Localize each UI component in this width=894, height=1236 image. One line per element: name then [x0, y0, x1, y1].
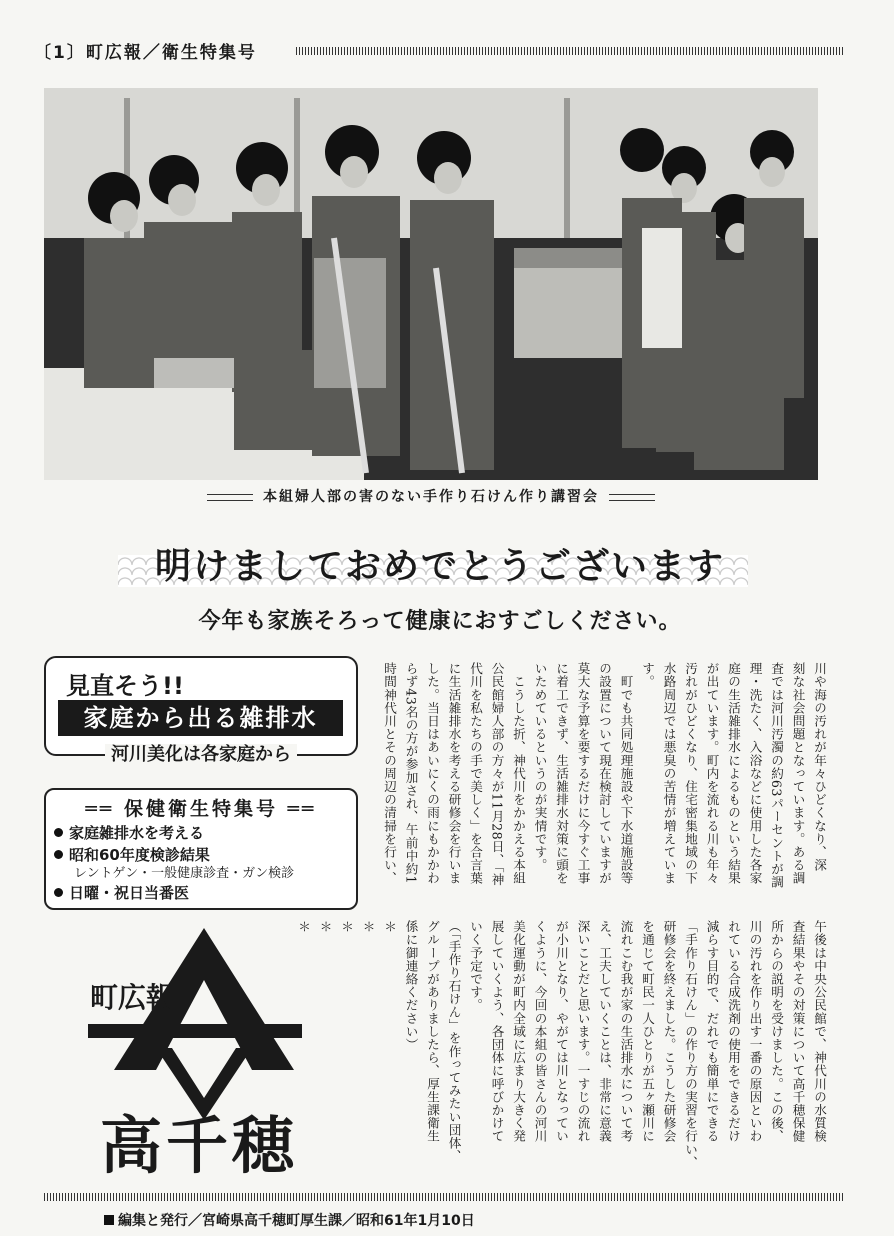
new-year-subheadline: 今年も家族そろって健康におすごしください。	[198, 609, 682, 634]
caption-text: 本組婦人部の害のない手作り石けん作り講習会	[263, 489, 599, 505]
campaign-title: 家庭から出る雑排水	[58, 700, 343, 736]
logo-name: 町広報	[90, 981, 175, 1014]
square-bullet-icon	[104, 1215, 114, 1225]
special-issue-contents-box	[44, 788, 358, 910]
campaign-slogan-row	[44, 740, 358, 766]
bullet-icon	[54, 850, 63, 859]
photo-caption	[44, 486, 818, 506]
contents-item: 昭和60年度検診結果	[54, 844, 210, 865]
bullet-icon	[54, 828, 63, 837]
contents-item-detail: レントゲン・一般健康診査・ガン検診	[74, 866, 295, 881]
campaign-slogan: 河川美化は各家庭から	[105, 744, 297, 765]
footer-text: 編集と発行／宮崎県高千穂町厚生課／昭和61年1月10日	[118, 1213, 475, 1229]
article-lower: 午後は中央公民館で、神代川の水質検 査結果やその対策について高千穂保健 所からの説明を受けました。この後、 川の汚れを作り出す一番の原因といわ れている合成洗剤の使用をできるだけ 減らす目的で、だれでも簡単にできる 「手作り石けん」の作り方の実習を行い、 研修会を終えました。こうした研修会 を通じて町民一人ひとりが五ヶ瀬川に 流れこむ我が家の生活排水について考 え、工夫していくことは、非常に意義 深いことだと思います。一すじの流れ が小川となり、やがては川となってい くように、今回の本組の皆さんの河川 美化運動が町内全域に広まり大きく発 展していくよう、各団体に呼びかけて いく予定です。 （「手作り石けん」を作ってみたい団体、 グループがありましたら、厚生課衛生 係に御連絡ください） ＊ ＊ ＊ ＊ ＊	[296, 920, 827, 1169]
page-header	[34, 38, 844, 64]
workshop-photo	[44, 88, 818, 480]
caption-rule-right	[609, 494, 655, 501]
header-title: 〔1〕町広報／衛生特集号	[34, 43, 257, 63]
campaign-lead: 見直そう!!	[66, 672, 184, 700]
bullet-icon	[54, 888, 63, 897]
header-rule	[296, 47, 844, 55]
town-newsletter-logo	[86, 920, 306, 1190]
footer-rule	[44, 1193, 844, 1201]
new-year-headline: 明けましておめでとうございます	[154, 546, 725, 587]
contents-item: 日曜・祝日当番医	[54, 882, 189, 903]
logo-city: 高千穂	[100, 1109, 299, 1182]
contents-title-text: 保健衛生特集号	[123, 798, 278, 820]
contents-title: ══ 保健衛生特集号 ══	[85, 798, 317, 820]
contents-item: 家庭雑排水を考える	[54, 822, 204, 843]
caption-rule-left	[207, 494, 253, 501]
article-upper: 川や海の汚れが年々ひどくなり、深 刻な社会問題となっています。ある調 査では河川汚濁の約63パーセントが調 理・洗たく、入浴などに使用した各家 庭の生活雑排水によるものという結果 が出ています。町内を流れる川も年々 汚れがひどくなり、住宅密集地域の下 水路周辺では悪臭の苦情が増えていま す。 町でも共同処理施設や下水道施設等 の設置について現在検討していますが 莫大な予算を要するだけに今すぐ工事 に着工できず、生活雑排水対策に頭を いためているというのが実情です。 こうした折、神代川をかかえる本組 公民館婦人部の方々が11月28日、「神 代川を私たちの手で美しく」を合言葉 に生活雑排水を考える研修会を行いま した。当日はあいにくの雨にもかかわ らず43名の方が参加され、午前中約1 時間神代川とその周辺の清掃を行い、	[382, 662, 827, 889]
footer-imprint	[104, 1210, 475, 1230]
